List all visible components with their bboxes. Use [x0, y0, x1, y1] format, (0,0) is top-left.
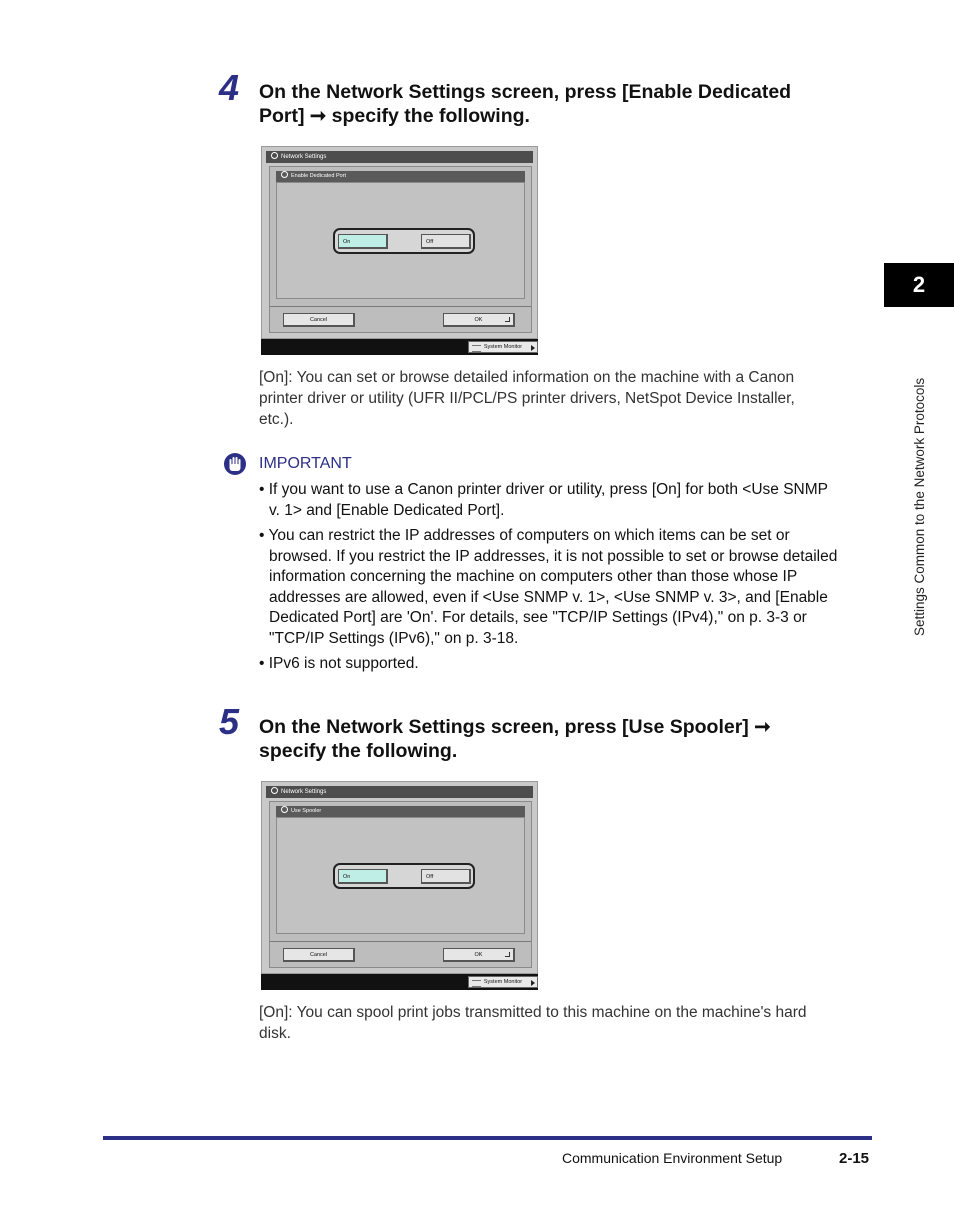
system-monitor-button[interactable]: [468, 976, 538, 988]
bullet-line: information concerning the machine on computers other than those whose IP: [269, 568, 798, 585]
bullet-line: "TCP/IP Settings (IPv6)," on p. 3-18.: [269, 629, 519, 647]
list-item: [259, 526, 837, 649]
list-item: [259, 654, 837, 675]
screen-subtitle: Enable Dedicated Port: [291, 173, 347, 179]
monitor-lines-icon: [472, 345, 481, 352]
screen-frame: [261, 146, 538, 339]
step-number: 5: [219, 701, 240, 742]
screen-frame: [261, 781, 538, 974]
footer-rule: [103, 1136, 872, 1140]
step-description: [259, 367, 795, 430]
return-icon: [505, 952, 510, 957]
bullet-line: browsed. If you restrict the IP addresses, it is not possible to set or browse detailed: [269, 547, 838, 565]
on-off-toggle-group: [333, 228, 475, 254]
bullet-line: v. 1> and [Enable Dedicated Port].: [269, 501, 505, 519]
step-heading: [259, 715, 771, 763]
chapter-side-title: Settings Common to the Network Protocols: [912, 377, 927, 636]
screen-title: Network Settings: [281, 154, 327, 160]
cancel-button[interactable]: Cancel: [283, 313, 355, 327]
on-button[interactable]: On: [338, 869, 388, 884]
on-button[interactable]: On: [338, 234, 388, 249]
description-line: [On]: You can spool print jobs transmitted to this machine on the machine's hard: [259, 1004, 807, 1021]
ok-button[interactable]: [443, 948, 515, 962]
ok-label: OK: [474, 317, 483, 323]
status-bar: [261, 974, 538, 990]
page-number: 2-15: [839, 1150, 870, 1167]
settings-icon: [271, 152, 278, 159]
monitor-lines-icon: [472, 980, 481, 987]
important-bullets: [259, 480, 837, 675]
description-line: printer driver or utility (UFR II/PCL/PS printer drivers, NetSpot Device Installer,: [259, 390, 795, 407]
off-button[interactable]: Off: [421, 869, 471, 884]
system-monitor-label: System Monitor: [483, 344, 523, 350]
screen-panel: [269, 801, 532, 968]
screen-titlebar: [266, 151, 533, 163]
system-monitor-button[interactable]: [468, 341, 538, 353]
screen-title: Network Settings: [281, 789, 327, 795]
step-description: [259, 1002, 807, 1044]
screen-content: [276, 182, 525, 299]
return-icon: [505, 317, 510, 322]
on-off-toggle-group: [333, 863, 475, 889]
step-heading-line: specify the following.: [259, 740, 458, 762]
bullet-line: • IPv6 is not supported.: [259, 655, 419, 672]
description-line: etc.).: [259, 411, 294, 428]
bullet-line: • If you want to use a Canon printer driver or utility, press [On] for both <Use SNMP: [259, 481, 828, 498]
screen-content: [276, 817, 525, 934]
screen-titlebar: [266, 786, 533, 798]
system-monitor-label: System Monitor: [483, 979, 523, 985]
settings-icon: [271, 787, 278, 794]
step-heading: [259, 80, 791, 128]
step-number: 4: [219, 67, 240, 108]
footer-section-title: Communication Environment Setup: [562, 1150, 783, 1166]
description-line: disk.: [259, 1025, 291, 1042]
step-heading-line: On the Network Settings screen, press [Use Spooler] ➞: [259, 716, 771, 738]
chapter-tab: 2: [884, 263, 954, 307]
ok-button[interactable]: [443, 313, 515, 327]
use-spooler-screen: [261, 781, 538, 990]
step-heading-line: On the Network Settings screen, press [Enable Dedicated: [259, 81, 792, 103]
important-hand-icon: [224, 453, 246, 475]
status-bar: [261, 339, 538, 355]
bullet-line: • You can restrict the IP addresses of computers on which items can be set or: [259, 527, 790, 544]
screen-subtitle-bar: [276, 171, 525, 182]
important-label: IMPORTANT: [259, 455, 352, 472]
divider: [270, 306, 531, 307]
cancel-button[interactable]: Cancel: [283, 948, 355, 962]
description-line: [On]: You can set or browse detailed information on the machine with a Canon: [259, 369, 795, 386]
play-arrow-icon: [531, 345, 535, 351]
step-heading-line: Port] ➞ specify the following.: [259, 105, 530, 127]
enable-dedicated-port-screen: [261, 146, 538, 355]
play-arrow-icon: [531, 980, 535, 986]
list-item: [259, 480, 837, 521]
off-button[interactable]: Off: [421, 234, 471, 249]
screen-subtitle-bar: [276, 806, 525, 817]
ok-label: OK: [474, 952, 483, 958]
divider: [270, 941, 531, 942]
bullet-line: addresses are allowed, even if <Use SNMP v. 1>, <Use SNMP v. 3>, and [Enable: [269, 588, 828, 606]
screen-panel: [269, 166, 532, 333]
bullet-line: Dedicated Port] are 'On'. For details, see "TCP/IP Settings (IPv4)," on p. 3-3 or: [269, 609, 807, 626]
settings-icon: [281, 806, 288, 813]
settings-icon: [281, 171, 288, 178]
screen-subtitle: Use Spooler: [291, 808, 322, 814]
